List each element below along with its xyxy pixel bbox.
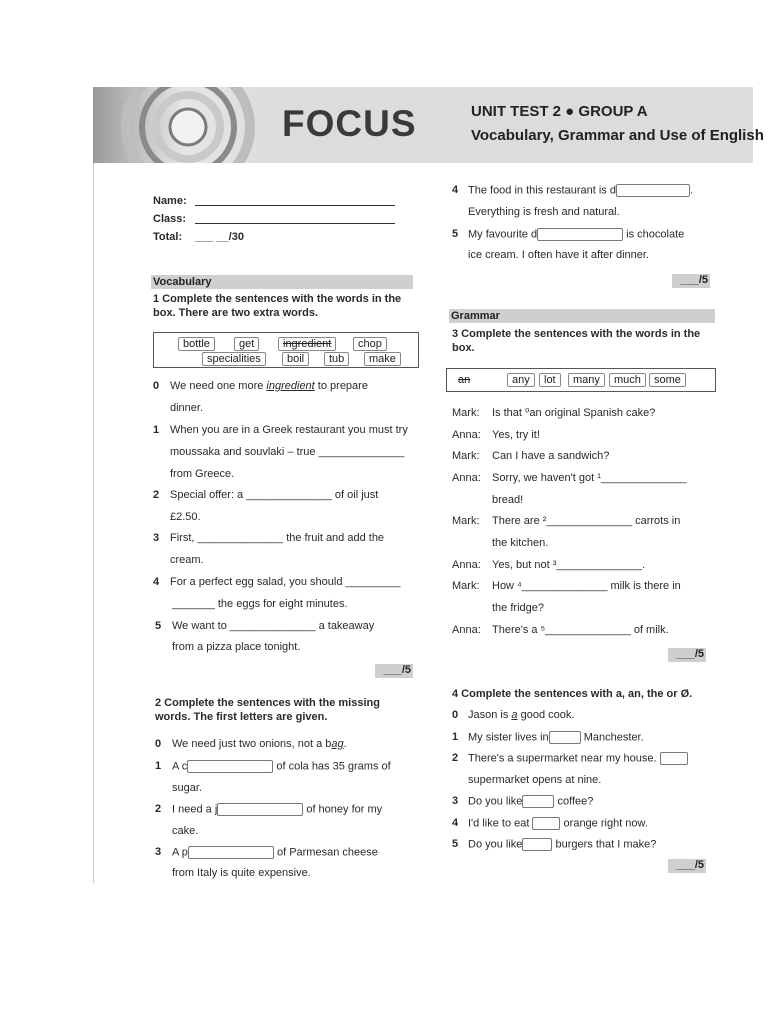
word-chip: some bbox=[649, 373, 686, 387]
ex1-item-4-cont[interactable]: _______ the eggs for eight minutes. bbox=[172, 598, 348, 610]
answer-input[interactable] bbox=[549, 731, 581, 744]
ex4-item-1: My sister lives in Manchester. bbox=[468, 731, 644, 744]
ex2-item-number: 2 bbox=[155, 803, 162, 815]
answer-input[interactable] bbox=[188, 846, 274, 859]
answer-input[interactable] bbox=[522, 838, 552, 851]
ex1-item-2-cont: £2.50. bbox=[170, 511, 201, 523]
ex2-item-5-cont: ice cream. I often have it after dinner. bbox=[468, 249, 649, 261]
ex2-score: ___/5 bbox=[672, 274, 710, 288]
word-chip: lot bbox=[539, 373, 561, 387]
ex2-item-number: 5 bbox=[452, 228, 459, 240]
word-chip: bottle bbox=[178, 337, 215, 351]
ex1-item-number: 3 bbox=[153, 532, 160, 544]
ex1-item-2[interactable]: Special offer: a ______________ of oil just bbox=[170, 489, 379, 501]
ex4-item-number: 5 bbox=[452, 838, 459, 850]
word-chip: get bbox=[234, 337, 259, 351]
ex4-score: ___/5 bbox=[668, 859, 706, 873]
focus-logo-swirl-icon bbox=[93, 87, 273, 163]
dialogue-speaker: Anna: bbox=[452, 472, 481, 484]
word-chip: specialities bbox=[202, 352, 266, 366]
word-chip: chop bbox=[353, 337, 387, 351]
ex3-word-box bbox=[446, 368, 716, 392]
ex1-score: ___/5 bbox=[375, 664, 413, 678]
ex4-item-number: 2 bbox=[452, 752, 459, 764]
answer-input[interactable] bbox=[660, 752, 688, 765]
test-subtitle: Vocabulary, Grammar and Use of English bbox=[471, 127, 764, 144]
vocabulary-section-header: Vocabulary bbox=[151, 275, 413, 289]
dialogue-speaker: Anna: bbox=[452, 429, 481, 441]
ex1-item-0-cont: dinner. bbox=[170, 402, 204, 414]
ex1-item-1-cont2: from Greece. bbox=[170, 468, 235, 480]
ex4-item-2-cont: supermarket opens at nine. bbox=[468, 774, 602, 786]
ex1-item-1-cont[interactable]: moussaka and souvlaki – true ______________ bbox=[170, 446, 405, 458]
class-field[interactable] bbox=[195, 223, 395, 224]
ex2-instruction-line2: words. The first letters are given. bbox=[155, 711, 328, 723]
ex2-item-0: We need just two onions, not a bag. bbox=[172, 738, 347, 750]
ex4-item-number: 1 bbox=[452, 731, 459, 743]
ex1-item-number: 2 bbox=[153, 489, 160, 501]
answer-input[interactable] bbox=[537, 228, 623, 241]
ex2-item-number: 0 bbox=[155, 738, 162, 750]
dialogue-speaker: Mark: bbox=[452, 580, 480, 592]
ex4-item-5: Do you like burgers that I make? bbox=[468, 838, 657, 851]
ex2-item-5: My favourite d is chocolate bbox=[468, 228, 685, 241]
total-label: Total: bbox=[153, 231, 183, 243]
ex1-item-3[interactable]: First, ______________ the fruit and add the bbox=[170, 532, 385, 544]
ex1-item-5[interactable]: We want to ______________ a takeaway bbox=[172, 620, 375, 632]
ex2-item-4-cont: Everything is fresh and natural. bbox=[468, 206, 620, 218]
answer-input[interactable] bbox=[616, 184, 690, 197]
word-chip: tub bbox=[324, 352, 349, 366]
ex1-item-number: 5 bbox=[155, 620, 162, 632]
ex3-instruction-line1: 3 Complete the sentences with the words in the bbox=[452, 328, 701, 340]
ex1-item-1: When you are in a Greek restaurant you must try bbox=[170, 424, 408, 436]
ex2-item-2: I need a j of honey for my bbox=[172, 803, 383, 816]
answer-input[interactable] bbox=[532, 817, 560, 830]
ex1-instruction-line2: box. There are two extra words. bbox=[153, 307, 319, 319]
dialogue-line: the fridge? bbox=[492, 602, 544, 614]
ex4-item-number: 3 bbox=[452, 795, 459, 807]
dialogue-line: the kitchen. bbox=[492, 537, 549, 549]
dialogue-line: Is that ⁰an original Spanish cake? bbox=[492, 407, 656, 419]
dialogue-line: bread! bbox=[492, 494, 524, 506]
name-label: Name: bbox=[153, 195, 187, 207]
ex2-item-3: A p of Parmesan cheese bbox=[172, 846, 378, 859]
ex2-item-2-cont: cake. bbox=[172, 825, 199, 837]
total-score: ___ __/30 bbox=[195, 231, 244, 243]
dialogue-line[interactable]: There's a ⁵______________ of milk. bbox=[492, 624, 669, 636]
ex4-instruction: 4 Complete the sentences with a, an, the or Ø. bbox=[452, 688, 693, 700]
word-chip: any bbox=[507, 373, 535, 387]
ex1-item-3-cont: cream. bbox=[170, 554, 204, 566]
ex4-item-3: Do you like coffee? bbox=[468, 795, 594, 808]
dialogue-line[interactable]: Sorry, we haven't got ¹______________ bbox=[492, 472, 687, 484]
word-chip-used: ingredient bbox=[278, 337, 336, 351]
dialogue-line[interactable]: Yes, but not ³______________. bbox=[492, 559, 646, 571]
word-chip: boil bbox=[282, 352, 309, 366]
ex1-item-number: 1 bbox=[153, 424, 160, 436]
answer-input[interactable] bbox=[187, 760, 273, 773]
ex2-instruction-line1: 2 Complete the sentences with the missing bbox=[155, 697, 380, 709]
ex2-item-number: 4 bbox=[452, 184, 459, 196]
dialogue-speaker: Mark: bbox=[452, 407, 480, 419]
ex2-item-1: A c of cola has 35 grams of bbox=[172, 760, 391, 773]
ex1-item-0: We need one more ingredient to prepare bbox=[170, 380, 368, 392]
dialogue-speaker: Anna: bbox=[452, 559, 481, 571]
unit-title: UNIT TEST 2 ● GROUP A bbox=[471, 103, 648, 120]
dialogue-speaker: Anna: bbox=[452, 624, 481, 636]
ex2-item-3-cont: from Italy is quite expensive. bbox=[172, 867, 311, 879]
dialogue-line: Yes, try it! bbox=[492, 429, 540, 441]
dialogue-speaker: Mark: bbox=[452, 515, 480, 527]
ex1-item-5-cont: from a pizza place tonight. bbox=[172, 641, 301, 653]
answer-input[interactable] bbox=[522, 795, 554, 808]
word-chip: make bbox=[364, 352, 401, 366]
ex4-item-2: There's a supermarket near my house. bbox=[468, 752, 688, 765]
ex4-item-number: 0 bbox=[452, 709, 459, 721]
answer-input[interactable] bbox=[217, 803, 303, 816]
dialogue-line[interactable]: How ⁴______________ milk is there in bbox=[492, 580, 681, 592]
dialogue-speaker: Mark: bbox=[452, 450, 480, 462]
page-edge-line bbox=[93, 163, 94, 883]
ex2-item-4: The food in this restaurant is d . bbox=[468, 184, 694, 197]
word-chip-used: an bbox=[453, 373, 475, 387]
ex1-item-number: 4 bbox=[153, 576, 160, 588]
ex1-item-4[interactable]: For a perfect egg salad, you should _________ bbox=[170, 576, 401, 588]
ex1-item-number: 0 bbox=[153, 380, 160, 392]
ex1-word-box bbox=[153, 332, 419, 368]
ex4-item-number: 4 bbox=[452, 817, 459, 829]
ex2-item-number: 1 bbox=[155, 760, 162, 772]
word-chip: many bbox=[568, 373, 605, 387]
name-field[interactable] bbox=[195, 205, 395, 206]
ex1-instruction-line1: 1 Complete the sentences with the words in the bbox=[153, 293, 402, 305]
brand-title: FOCUS bbox=[282, 103, 417, 144]
dialogue-line: Can I have a sandwich? bbox=[492, 450, 610, 462]
grammar-section-header: Grammar bbox=[449, 309, 715, 323]
ex3-instruction-line2: box. bbox=[452, 342, 475, 354]
ex2-item-number: 3 bbox=[155, 846, 162, 858]
ex4-item-4: I'd like to eat orange right now. bbox=[468, 817, 648, 830]
word-chip: much bbox=[609, 373, 646, 387]
ex2-item-1-cont: sugar. bbox=[172, 782, 202, 794]
class-label: Class: bbox=[153, 213, 187, 225]
ex3-score: ___/5 bbox=[668, 648, 706, 662]
ex4-item-0: Jason is a good cook. bbox=[468, 709, 575, 721]
dialogue-line[interactable]: There are ²______________ carrots in bbox=[492, 515, 681, 527]
